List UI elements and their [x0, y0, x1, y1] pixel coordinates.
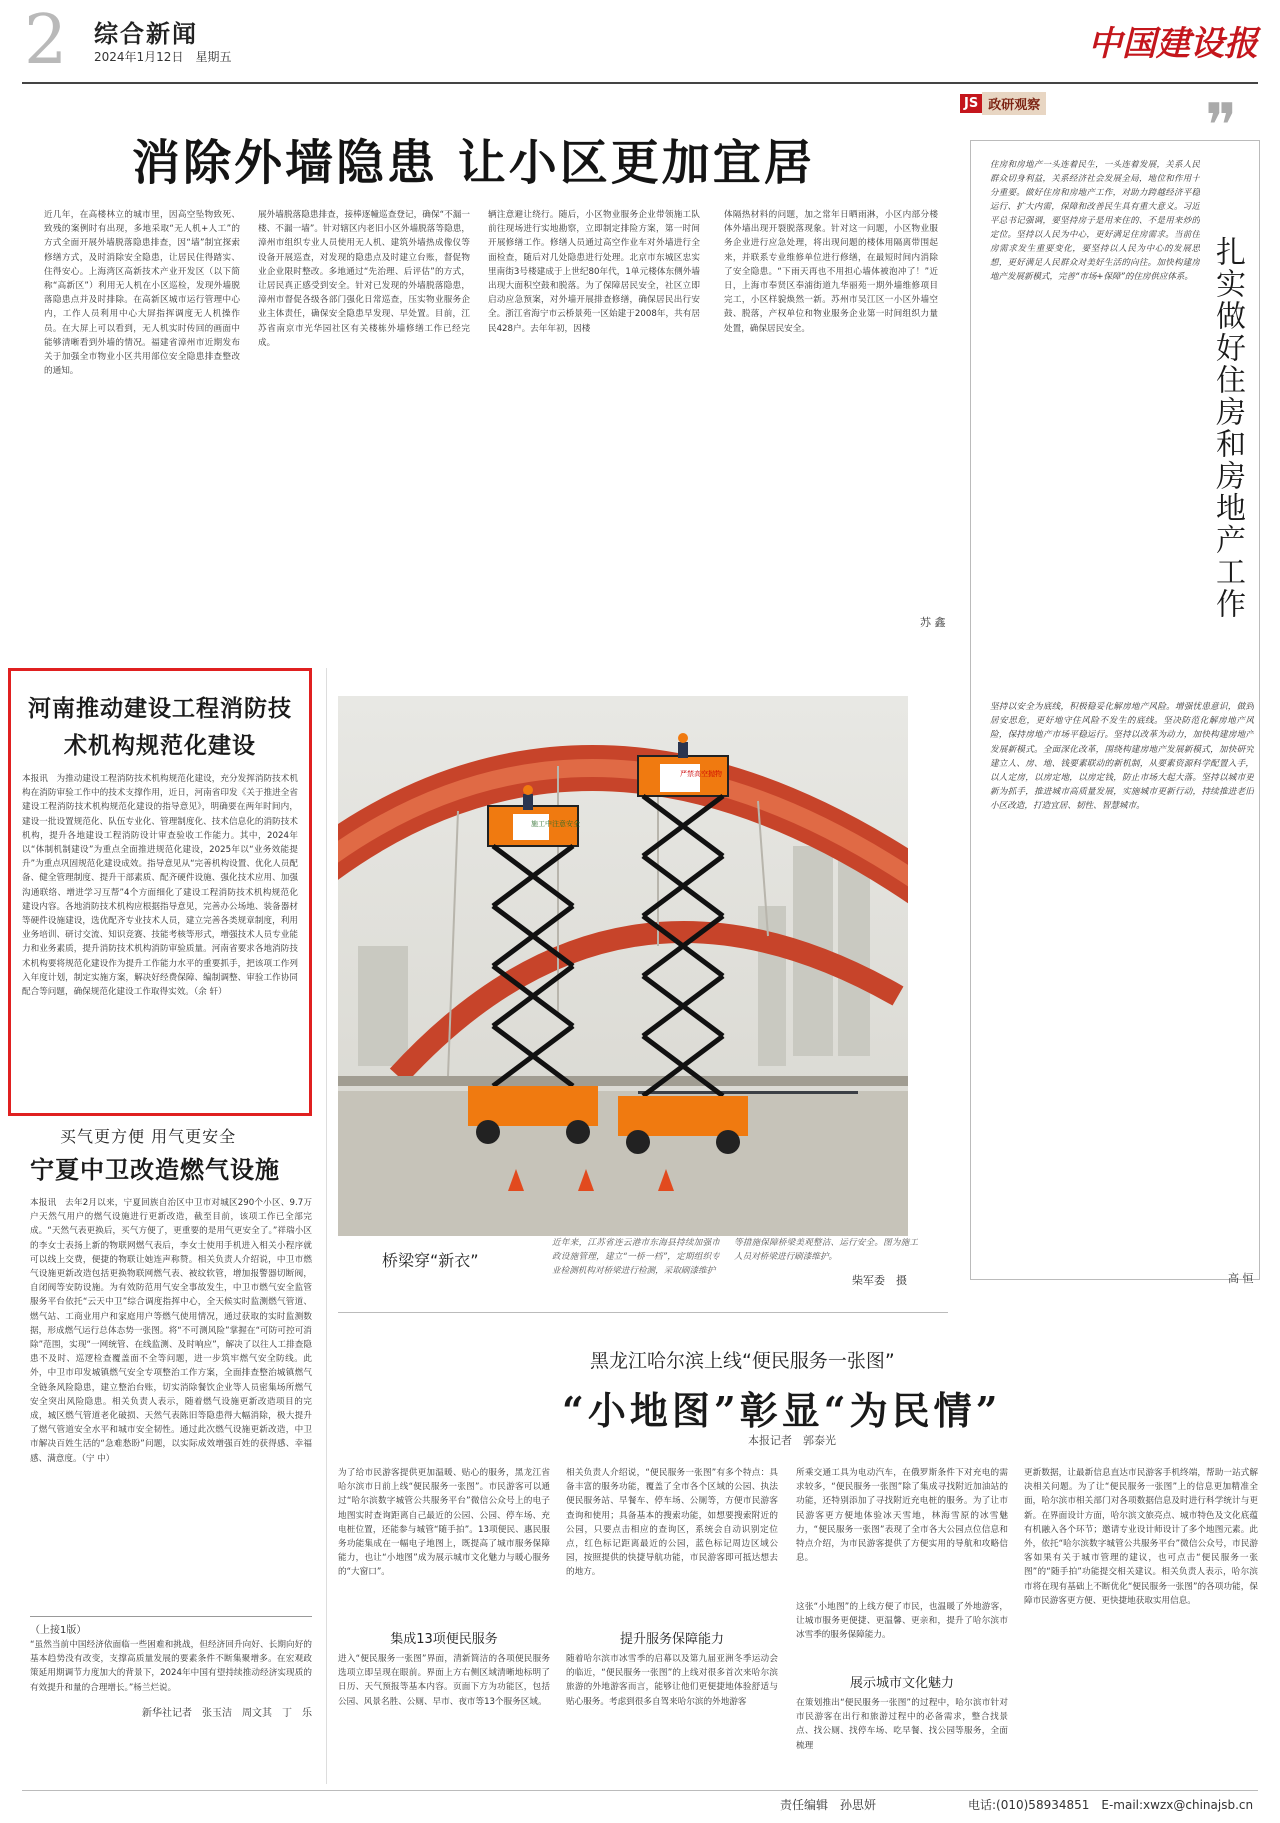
- column-label: 政研观察: [982, 92, 1046, 115]
- harbin-column-3: 所乘交通工具为电动汽车，在俄罗斯条件下对充电的需求较多，“便民服务一张图”除了集成寻找附近加油站的功能，还特别添加了寻找附近充电桩的服务。为了让市民游客更方便地体验冰天雪地，林海雪原的冰雪魅力，“便民服务一张图”表现了全市各大公园点位信息和特点介绍，为市民游客提供了方便实用的导航和攻略信息。: [796, 1468, 1008, 1564]
- continued-body: “虽然当前中国经济依面临一些困难和挑战，但经济回升向好、长期向好的基本趋势没有改变，支撑高质量发展的要素条件不断集聚增多。在宏观政策延用期调节力度加大的背景下，2024年中国有望持续推动经济实现质的有效提升和量的合理增长。”杨兰烂说。: [30, 1640, 312, 1693]
- quote-mark-icon: ❞: [1205, 91, 1238, 161]
- henan-headline: 河南推动建设工程消防技术机构规范化建设: [28, 695, 292, 759]
- commentary-title: 扎实做好住房和房地产工作: [1210, 236, 1245, 620]
- newspaper-logo: 中国建设报: [1088, 24, 1258, 64]
- ningxia-body: 本报讯 去年2月以来，宁夏回族自治区中卫市对城区290个小区、9.7万户天然气用户的燃气设施进行更新改造，截至目前，该项工作已全部完成。“天然气表更换后，买气方便了，更重要的是用气更安全了。”祥瑞小区的李女士表扬上新的物联网燃气表后，李女士使用手机进入相关小程序就可以线上交费，便捷的物联让她连声称赞。相关负责人介绍说，中卫市燃气设施更新改造包括更换物联网燃气表、被纹软管，增加报警器切断阀，自闭阀等安防设施。为有效防范用气安全事故发生，中卫市燃气安全监管服务平台依托“云天中卫”综合调度指挥中心，全天候实时监测燃气管道、燃气站、工商业用户和家庭用户等燃气使用情况，通过获取的实时监测数据，形成燃气运行总体态势一张图。将“不可测风险”掌握在“可防可控可消除”范围，实现“一网统管、在线监测、及时响应”，解决了以往人工排查隐患不及时、巡逻检查覆盖面不全等问题，进一步筑牢燃气安全防线。此外，中卫市印发城镇燃气安全专项整治工作方案，全面排查整治城镇燃气全链条风险隐患，建立整治台账，切实消除餐饮企业等人员密集场所燃气安全突出风险隐患。相关负责人表示，随着燃气设施更新改造项目的完成，城区燃气管道老化破损、天然气表陈旧等隐患得大幅消除，极大提升了燃气管道安全水平和城市安全韧性。通过此次燃气设施更新改造，中卫市解决百姓生活的“急难愁盼”问题，以实际成效增强百姓的获得感、幸福感、满意度。（宁 中）: [30, 1198, 312, 1464]
- harbin-byline: 本报记者 郭泰光: [748, 1434, 836, 1447]
- harbin-column-1: 为了给市民游客提供更加温暖、贴心的服务，黑龙江省哈尔滨市日前上线“便民服务一张图”。市民游客可以通过“哈尔滨数字城管公共服务平台”微信公众号上的电子地图实时查询距离自己最近的公园、公园、停车场、充电桩位置，还能参与城管“随手拍”。13项便民、惠民服务功能集成在一幅电子地图上，既提高了城市服务保障能力，也让“小地图”成为展示城市文化魅力与暖心服务的“大窗口”。: [338, 1468, 550, 1578]
- footer-rule: [22, 1790, 1258, 1791]
- photo-caption-1: 近年来，江苏省连云港市东海县持续加强市政设施管理，建立“一桥一档”，定期组织专业检测机构对桥梁进行检测，采取刷漆维护: [552, 1238, 720, 1277]
- masthead-rule: [22, 82, 1258, 84]
- harbin-section-2-body: 随着哈尔滨市冰雪季的启幕以及第九届亚洲冬季运动会的临近，“便民服务一张图”的上线对很多首次来哈尔滨旅游的外地游客而言，能够让他们更便捷地体验舒适与贴心服务。考虑到很多自驾来哈尔滨的外地游客: [566, 1654, 778, 1707]
- article-author: 苏 鑫: [920, 616, 946, 629]
- safety-sign-2: 严禁高空抛物: [680, 770, 722, 778]
- article-column-2: 展外墙脱落隐患排查，接棒逐幢巡查登记，确保“不漏一楼、不漏一墙”。针对辖区内老旧小区外墙脱落等隐患，漳州市组织专业人员使用无人机、建筑外墙热成像仪等设备开展巡查，对发现的隐患点及时建立台账，督促物业企业限时整改。多地通过“先治理、后评估”的方式，让居民真正感受到安全。针对已发现的外墙脱落隐患，漳州市督促各级各部门强化日常巡查，压实物业服务企业主体责任，确保安全隐患早发现、早处置。目前，江苏省南京市光华园社区有关楼栋外墙修缮工作已经完成。: [258, 210, 470, 348]
- article-column-1: 近几年，在高楼林立的城市里，因高空坠物致死、致残的案例时有出现，多地采取“无人机+人工”的方式全面开展外墙脱落隐患排查，因“墙”制宜探索修缮方式，及时消除安全隐患，让居民住得踏实、住得安心。上海湾区高新技术产业开发区（以下简称“高新区”）利用无人机在小区巡检，发现外墙脱落隐患点并及时排除。在高新区城市运行管理中心内，工作人员利用中心大屏指挥调度无人机操作员。在大屏上可以看到，无人机实时传回的画面中能够清晰看到外墙的情况。福建省漳州市近期发布关于加强全市物业小区共用部位安全隐患排查整改的通知。: [44, 210, 240, 377]
- footer-editor: 责任编辑 孙思妍: [780, 1798, 877, 1812]
- harbin-subhead-3: 展示城市文化魅力: [849, 1676, 954, 1691]
- harbin-column-2: 相关负责人介绍说，“便民服务一张图”有多个特点：具备丰富的服务功能，覆盖了全市各个区域的公园、执法便民服务站、早餐车、停车场、公厕等，方便市民游客查询和使用；具备基本的搜索功能，如想要搜索附近的公园，只要点击相应的查询区，系统会自动识别定位点，红色标记距离最近的公园，蓝色标记周边区域公园，按照提供的快捷导航功能，市民游客即可抵达想去的地方。: [566, 1468, 778, 1578]
- commentary-author: 高 恒: [1228, 1272, 1254, 1285]
- harbin-section-3-intro: 这张“小地图”的上线方便了市民，也温暖了外地游客，让城市服务更便捷、更温馨、更亲和，提升了哈尔滨市冰雪季的服务保障能力。: [796, 1602, 1008, 1641]
- commentary-body: 住房和房地产一头连着民生，一头连着发展，关系人民群众切身利益，关系经济社会发展全局，地位和作用十分重要。做好住房和房地产工作，对助力跨越经济平稳运行、扩大内需，保障和改善民生具有重大意义。习近平总书记强调，要坚持房子是用来住的、不是用来炒的定位。坚持以人民为中心，更好满足住房需求。当前住房需求发生重要变化，要坚持以人民为中心的发展思想，更好满足人民群众对美好生活的向往。加快构建房地产发展新模式，完善“市场+保障”的住房供应体系。: [990, 160, 1200, 282]
- ningxia-headline: 宁夏中卫改造燃气设施: [30, 1155, 280, 1184]
- continued-label: （上接1版）: [30, 1625, 87, 1636]
- section-title: 综合新闻: [94, 20, 198, 48]
- ningxia-kicker: 买气更方便 用气更安全: [60, 1127, 237, 1146]
- harbin-section-1-body: 进入“便民服务一张图”界面，清新简洁的各项便民服务选项立即呈现在眼前。界面上方右侧区域清晰地标明了日历、天气预报等基本内容。页面下方为功能区，包括公园、风景名胜、公厕、早市、夜市等13个服务区域。: [338, 1654, 550, 1707]
- page-number: 2: [24, 1, 68, 80]
- article-column-3: 辆注意避让绕行。随后，小区物业服务企业带领施工队前往现场进行实地勘察，立即制定排险方案，第一时间开展修缮工作。修缮人员通过高空作业车对外墙进行全面检查，随后对几处隐患进行处理。北京市东城区忠实里南街3号楼建成于上世纪80年代，1单元楼体东侧外墙出现大面积空鼓和脱落。为了保障居民安全，社区立即启动应急预案，对外墙开展排查修缮，确保居民出行安全。浙江省海宁市云桥景苑一区始建于2008年，共有居民428户。去年年初，因楼: [488, 210, 700, 334]
- harbin-divider: [338, 1312, 948, 1313]
- photo-caption-2: 等措施保障桥梁美观整洁、运行安全。图为施工人员对桥梁进行刷漆维护。: [734, 1238, 918, 1263]
- column-divider: [326, 668, 327, 1784]
- safety-sign-1: 施工中注意安全: [531, 820, 580, 828]
- harbin-subhead-2: 提升服务保障能力: [619, 1632, 724, 1647]
- commentary-body-2: 坚持以安全为底线，积极稳妥化解房地产风险。增强忧患意识，做到居安思危，更好地守住风险不发生的底线。坚决防范化解房地产风险，保持房地产市场平稳运行。坚持以改革为动力，加快构建房地产发展新模式。全面深化改革，围绕构建房地产发展新模式，加快研究建立人、房、地、钱要素联动的新机制，从要素资源科学配置入手，以人定房，以房定地，以房定钱，防止市场大起大落。坚持以城市更新为抓手，推进城市高质量发展，实施城市更新行动，持续推进老旧小区改造，打造宜居、韧性、智慧城市。: [990, 702, 1254, 812]
- footer-contact: 电话:(010)58934851 E-mail:xwzx@chinajsb.cn: [968, 1798, 1254, 1812]
- continued-author: 新华社记者 张玉洁 周文其 丁 乐: [142, 1708, 312, 1719]
- harbin-column-4: 更新数据，让最新信息直达市民游客手机终端，帮助一站式解决相关问题。为了让“便民服务一张图”上的信息更加精准全面，哈尔滨市相关部门对各项数据信息及时进行科学统计与更新。在界面设计方面，哈尔滨文旅亮点、城市特色及文化底蕴有机融入各个环节；邀请专业设计师设计了多个地图元素。此外，依托“哈尔滨数字城管公共服务平台”微信公众号，市民游客如果有关于城市管理的建议，也可点击“便民服务一张图”的“随手拍”功能提交相关建议。相关负责人表示，哈尔滨市将在现有基础上不断优化“便民服务一张图”的各项功能，保障市民游客更方便、更快捷地获取实用信息。: [1024, 1468, 1258, 1606]
- harbin-section-3-body: 在策划推出“便民服务一张图”的过程中，哈尔滨市针对市民游客在出行和旅游过程中的必备需求，整合找景点、找公厕、找停车场、吃早餐、找公园等服务，全面梳理: [796, 1698, 1008, 1751]
- photo-caption-title: 桥梁穿“新衣”: [382, 1251, 479, 1270]
- harbin-headline: “小地图”彰显“为民情”: [562, 1388, 1002, 1433]
- article-column-4: 体隔热材料的问题，加之常年日晒雨淋，小区内部分楼体外墙出现开裂脱落现象。针对这一问题，小区物业服务企业进行应急处理，将出现问题的楼体用隔离带围起来，并联系专业维修单位进行修缮，在最短时间内消除了安全隐患。“下雨天再也不用担心墙体被泡冲了！”近日，上海市奉贤区奉浦街道九华丽苑一期外墙维修项目完工，小区样貌焕然一新。苏州市吴江区一小区外墙空鼓、脱落，产权单位和物业服务企业第一时间组织力量处置，确保居民安全。: [724, 210, 938, 334]
- harbin-subhead-1: 集成13项便民服务: [390, 1632, 498, 1647]
- main-headline: 消除外墙隐患 让小区更加宜居: [132, 135, 815, 191]
- bridge-illustration: [338, 696, 908, 1236]
- harbin-kicker: 黑龙江哈尔滨上线“便民服务一张图”: [590, 1350, 895, 1372]
- henan-body: 本报讯 为推动建设工程消防技术机构规范化建设，充分发挥消防技术机构在消防审验工作中的技术支撑作用，近日，河南省印发《关于推进全省建设工程消防技术机构规范化建设的指导意见》，明确要在两年时间内，建设一批设置规范化、队伍专业化、管理制度化、技术信息化的消防技术机构，提升各地建设工程消防设计审查验收工作能力。其中，2024年以“体制机制建设”为重点全面推进规范化建设，2025年以“业务效能提升”为重点巩固规范化建设成效。指导意见从“完善机构设置、优化人员配备、健全管理制度、提升干部素质、配齐硬件设施、强化技术应用、加强沟通联络、增进学习互帮”4个方面细化了建设工程消防技术机构规范化建设内容。各地消防技术机构应根据指导意见，完善办公场地、装备器材等硬件设施建设，选优配齐专业技术人员，建立完善各类规章制度，利用业务培训、研讨交流、知识竞赛、技能考核等形式，增强技术人员专业能力和业务素质，提升消防技术机构消防审验质量。河南省要求各地消防技术机构要将规范化建设作为提升工作能力水平的重要抓手，把该项工作列入年度计划，制定实施方案，解决好经费保障、编制调整、审验工作协同配合等问题，确保规范化建设工作取得实效。（余 轩）: [22, 774, 298, 998]
- bridge-photo: [338, 696, 908, 1236]
- continued-article: [30, 1616, 312, 1726]
- column-tag: [960, 92, 1046, 114]
- photographer-credit: 柴军委 摄: [852, 1274, 907, 1287]
- js-badge: JS: [960, 94, 982, 113]
- dateline: 2024年1月12日 星期五: [94, 50, 232, 64]
